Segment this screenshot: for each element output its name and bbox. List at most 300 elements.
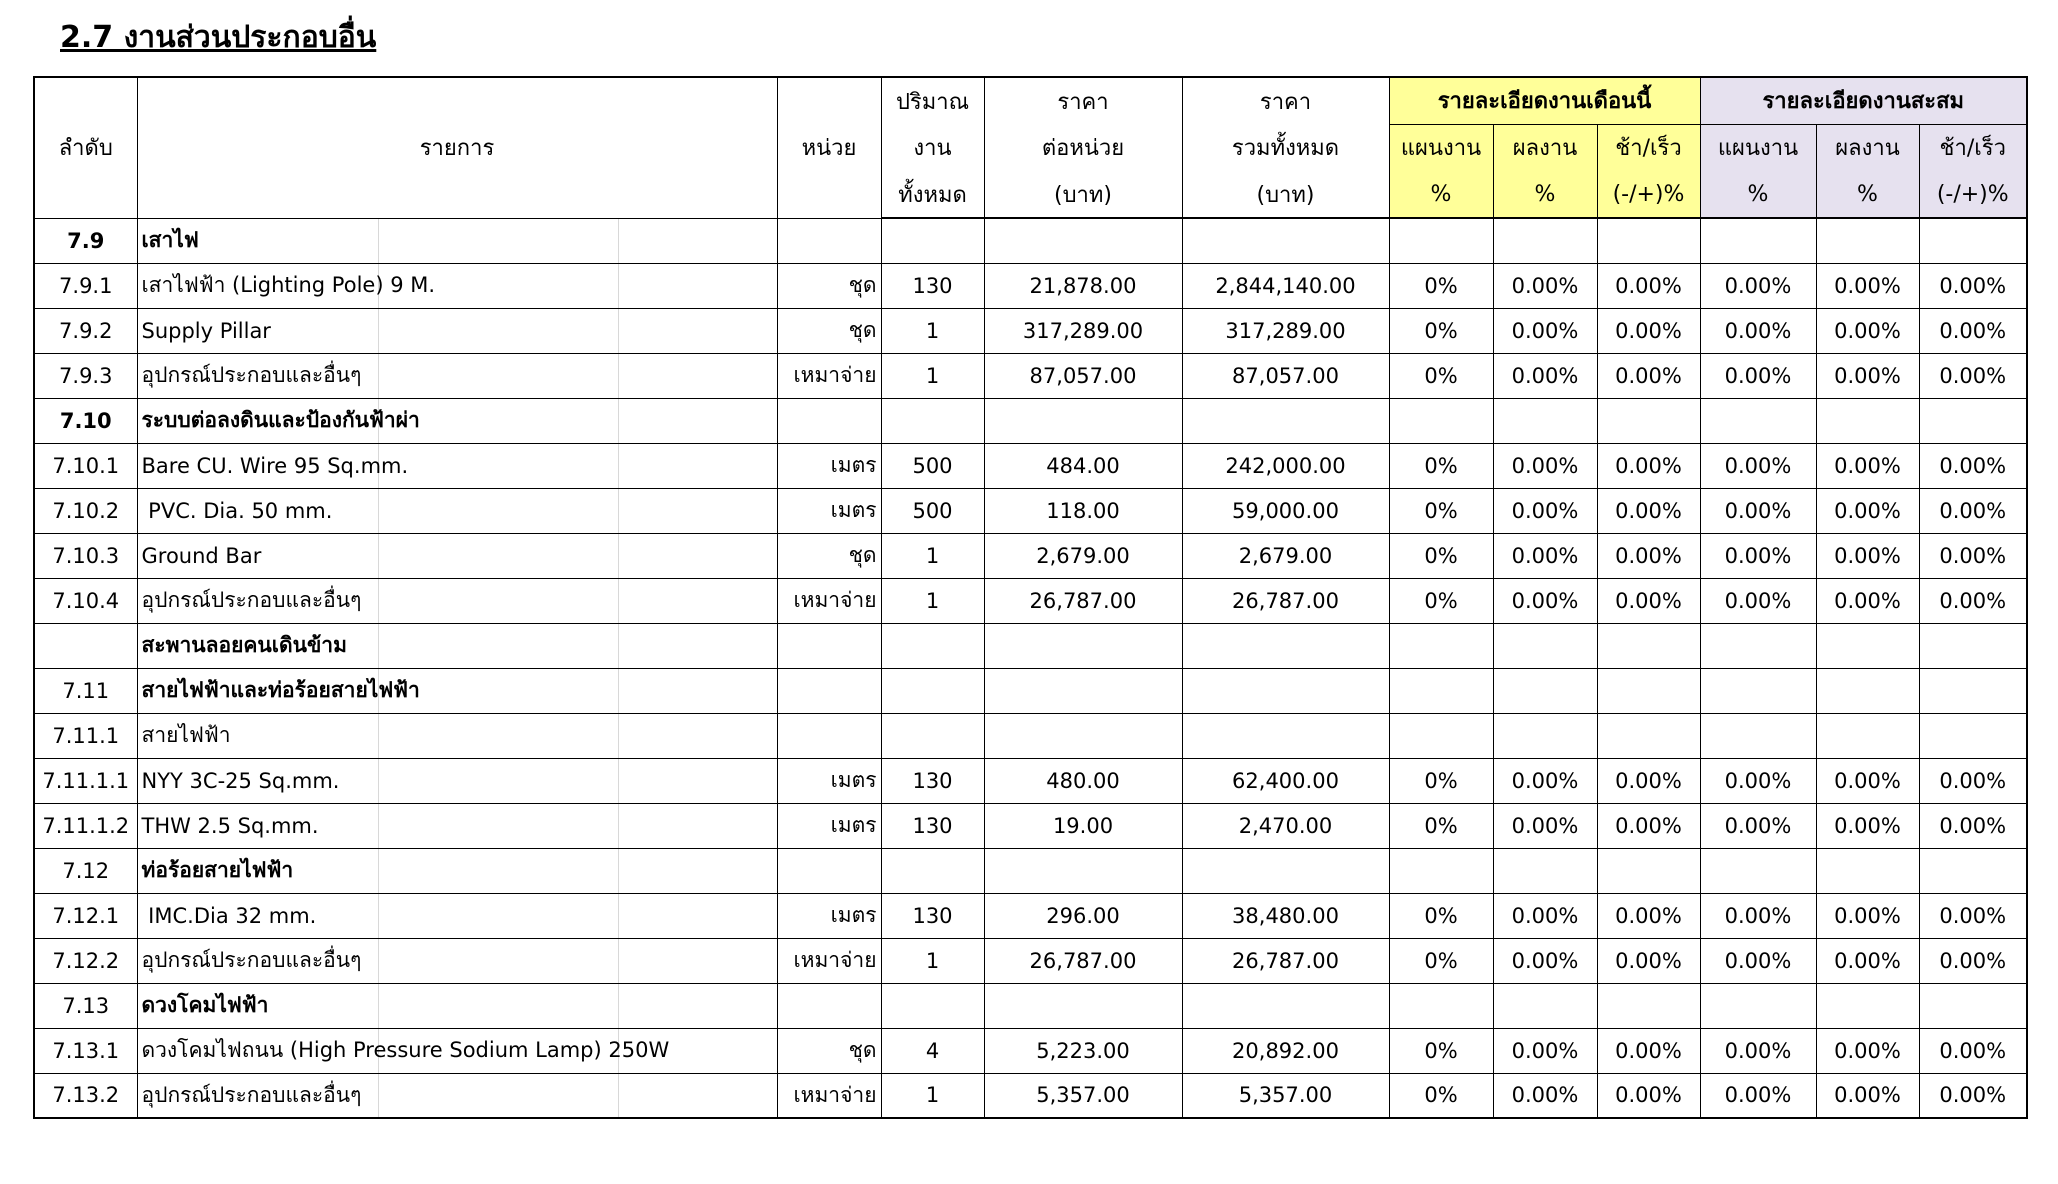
row-month-result: 0.00% [1493,758,1597,803]
cell-gridline [378,579,379,623]
row-quantity [881,713,984,758]
row-unit: เมตร [777,803,881,848]
row-unit-price [984,398,1182,443]
row-number: 7.9 [34,218,137,263]
row-item [137,443,777,488]
table-row [34,353,2027,398]
row-unit: เมตร [777,488,881,533]
row-number: 7.13 [34,983,137,1028]
row-cum-result: 0.00% [1816,443,1919,488]
row-cum-delay [1919,218,2027,263]
row-item-text: Ground Bar [141,543,262,568]
row-total-price [1182,398,1389,443]
row-quantity: 130 [881,893,984,938]
header-qty-line2: งาน [881,124,984,171]
row-month-plan: 0% [1389,533,1493,578]
row-unit-price [984,218,1182,263]
cell-gridline [618,444,619,488]
row-month-plan: 0% [1389,263,1493,308]
row-item [137,533,777,578]
row-item [137,803,777,848]
header-month-delay-pct: (-/+)% [1597,171,1700,218]
row-cum-delay: 0.00% [1919,353,2027,398]
row-number: 7.10.3 [34,533,137,578]
row-month-delay [1597,713,1700,758]
row-item [137,713,777,758]
row-cum-plan [1700,668,1816,713]
row-cum-result: 0.00% [1816,263,1919,308]
row-number: 7.12 [34,848,137,893]
cell-gridline [618,624,619,668]
header-unitprice-line3: (บาท) [984,171,1182,218]
row-unit-price: 87,057.00 [984,353,1182,398]
table-row [34,263,2027,308]
row-cum-result: 0.00% [1816,803,1919,848]
header-cum-delay-pct: (-/+)% [1919,171,2027,218]
row-item-text: Bare CU. Wire 95 Sq.mm. [141,453,409,478]
row-item-text: สายไฟฟ้า [141,723,231,747]
row-unit [777,218,881,263]
row-month-delay [1597,398,1700,443]
row-cum-plan [1700,713,1816,758]
cell-gridline [378,984,379,1028]
row-month-delay: 0.00% [1597,758,1700,803]
row-quantity: 500 [881,488,984,533]
row-cum-plan: 0.00% [1700,488,1816,533]
row-cum-delay: 0.00% [1919,938,2027,983]
row-quantity: 1 [881,353,984,398]
row-month-plan: 0% [1389,803,1493,848]
cell-gridline [378,714,379,758]
row-cum-delay: 0.00% [1919,443,2027,488]
section-row [34,398,2027,443]
row-cum-result: 0.00% [1816,353,1919,398]
table-row [34,488,2027,533]
cell-gridline [618,264,619,308]
row-total-price: 317,289.00 [1182,308,1389,353]
row-item-text: สายไฟฟ้าและท่อร้อยสายไฟฟ้า [141,678,420,702]
row-cum-result: 0.00% [1816,308,1919,353]
row-month-delay [1597,848,1700,893]
row-item [137,893,777,938]
row-month-plan [1389,218,1493,263]
page-title: 2.7 งานส่วนประกอบอื่น [60,20,377,55]
row-month-delay: 0.00% [1597,533,1700,578]
row-month-result: 0.00% [1493,938,1597,983]
row-cum-delay: 0.00% [1919,533,2027,578]
row-item [137,1073,777,1118]
cell-gridline [378,894,379,938]
row-unit [777,668,881,713]
cell-gridline [378,309,379,353]
row-unit [777,983,881,1028]
row-item [137,758,777,803]
row-item-text: เสาไฟ [141,228,199,252]
section-row [34,218,2027,263]
row-total-price: 87,057.00 [1182,353,1389,398]
row-month-plan: 0% [1389,1028,1493,1073]
row-unit-price: 118.00 [984,488,1182,533]
row-month-result: 0.00% [1493,893,1597,938]
row-number: 7.11.1.1 [34,758,137,803]
row-cum-result: 0.00% [1816,578,1919,623]
row-item [137,398,777,443]
row-cum-delay: 0.00% [1919,308,2027,353]
row-item-text: Supply Pillar [141,318,271,343]
row-cum-plan: 0.00% [1700,443,1816,488]
row-item [137,308,777,353]
row-cum-plan: 0.00% [1700,578,1816,623]
header-cum-result: ผลงาน [1816,124,1919,171]
row-quantity: 130 [881,263,984,308]
cell-gridline [618,894,619,938]
cell-gridline [618,579,619,623]
row-cum-result: 0.00% [1816,488,1919,533]
row-item-text: สะพานลอยคนเดินข้าม [141,633,347,657]
row-cum-delay: 0.00% [1919,758,2027,803]
row-unit-price: 26,787.00 [984,578,1182,623]
row-item-text: ท่อร้อยสายไฟฟ้า [141,858,294,882]
header-cum-result-pct: % [1816,171,1919,218]
row-cum-delay: 0.00% [1919,803,2027,848]
row-item-text: อุปกรณ์ประกอบและอื่นๆ [141,588,362,612]
header-seq: ลำดับ [34,77,137,218]
row-cum-result [1816,623,1919,668]
row-month-delay: 0.00% [1597,1073,1700,1118]
row-month-result: 0.00% [1493,1073,1597,1118]
cell-gridline [618,534,619,578]
row-cum-delay [1919,623,2027,668]
row-cum-result [1816,713,1919,758]
row-quantity: 1 [881,1073,984,1118]
row-cum-plan [1700,623,1816,668]
row-month-plan: 0% [1389,443,1493,488]
row-unit-price: 21,878.00 [984,263,1182,308]
row-number: 7.9.3 [34,353,137,398]
row-month-result: 0.00% [1493,578,1597,623]
row-month-delay: 0.00% [1597,488,1700,533]
row-total-price [1182,848,1389,893]
row-item-text: IMC.Dia 32 mm. [141,903,317,928]
row-total-price: 5,357.00 [1182,1073,1389,1118]
row-unit-price: 2,679.00 [984,533,1182,578]
row-cum-result [1816,398,1919,443]
row-month-delay: 0.00% [1597,443,1700,488]
row-unit: เหมาจ่าย [777,578,881,623]
row-month-result: 0.00% [1493,1028,1597,1073]
row-cum-delay: 0.00% [1919,893,2027,938]
row-cum-delay: 0.00% [1919,1073,2027,1118]
row-month-result: 0.00% [1493,533,1597,578]
row-month-delay [1597,218,1700,263]
row-item [137,623,777,668]
row-item-text: PVC. Dia. 50 mm. [141,498,333,523]
row-month-delay: 0.00% [1597,308,1700,353]
row-total-price: 59,000.00 [1182,488,1389,533]
row-month-delay: 0.00% [1597,938,1700,983]
row-item [137,668,777,713]
row-number: 7.13.2 [34,1073,137,1118]
row-unit-price: 317,289.00 [984,308,1182,353]
row-cum-plan: 0.00% [1700,1028,1816,1073]
row-number: 7.10.2 [34,488,137,533]
section-row [34,713,2027,758]
row-cum-plan [1700,983,1816,1028]
row-total-price [1182,623,1389,668]
row-month-delay [1597,668,1700,713]
row-cum-delay: 0.00% [1919,1028,2027,1073]
row-number: 7.12.2 [34,938,137,983]
row-cum-plan: 0.00% [1700,353,1816,398]
table-row [34,308,2027,353]
row-quantity: 1 [881,938,984,983]
row-cum-result: 0.00% [1816,758,1919,803]
row-unit: เหมาจ่าย [777,938,881,983]
header-row-1 [34,77,2027,124]
row-month-delay: 0.00% [1597,893,1700,938]
row-unit-price: 296.00 [984,893,1182,938]
row-quantity [881,848,984,893]
row-cum-delay [1919,983,2027,1028]
row-month-result [1493,218,1597,263]
row-month-result [1493,848,1597,893]
row-unit-price [984,668,1182,713]
row-cum-plan: 0.00% [1700,803,1816,848]
cell-gridline [378,1074,379,1118]
cell-gridline [618,714,619,758]
table-row [34,443,2027,488]
header-month-result-pct: % [1493,171,1597,218]
row-quantity: 130 [881,758,984,803]
row-month-delay: 0.00% [1597,803,1700,848]
cell-gridline [378,759,379,803]
row-month-plan: 0% [1389,578,1493,623]
row-cum-plan: 0.00% [1700,308,1816,353]
row-cum-plan: 0.00% [1700,263,1816,308]
row-cum-result [1816,668,1919,713]
row-total-price [1182,713,1389,758]
header-cum-plan: แผนงาน [1700,124,1816,171]
row-quantity: 500 [881,443,984,488]
header-month-plan: แผนงาน [1389,124,1493,171]
row-cum-result [1816,218,1919,263]
row-total-price: 26,787.00 [1182,938,1389,983]
row-cum-delay [1919,848,2027,893]
row-cum-result: 0.00% [1816,938,1919,983]
cell-gridline [618,669,619,713]
header-month-result: ผลงาน [1493,124,1597,171]
row-month-result: 0.00% [1493,263,1597,308]
row-month-result: 0.00% [1493,488,1597,533]
header-total-line1: ราคา [1182,77,1389,124]
row-unit [777,713,881,758]
row-cum-delay [1919,713,2027,758]
row-item-text: เสาไฟฟ้า (Lighting Pole) 9 M. [141,273,436,297]
row-quantity: 1 [881,578,984,623]
cell-gridline [378,219,379,263]
cell-gridline [378,939,379,983]
row-item [137,578,777,623]
row-month-plan: 0% [1389,1073,1493,1118]
row-month-plan [1389,983,1493,1028]
row-item-text: อุปกรณ์ประกอบและอื่นๆ [141,363,362,387]
header-item: รายการ [137,77,777,218]
row-month-plan [1389,848,1493,893]
row-month-result: 0.00% [1493,443,1597,488]
row-total-price: 2,679.00 [1182,533,1389,578]
row-item-text: NYY 3C-25 Sq.mm. [141,768,340,793]
row-month-result: 0.00% [1493,353,1597,398]
row-month-plan [1389,668,1493,713]
row-cum-result: 0.00% [1816,1073,1919,1118]
header-month-delay: ช้า/เร็ว [1597,124,1700,171]
row-unit-price [984,983,1182,1028]
row-quantity [881,623,984,668]
work-progress-table [33,76,2028,1119]
cell-gridline [378,849,379,893]
row-unit-price [984,623,1182,668]
row-month-plan: 0% [1389,308,1493,353]
row-cum-plan [1700,398,1816,443]
row-month-plan: 0% [1389,353,1493,398]
row-month-plan [1389,623,1493,668]
cell-gridline [618,804,619,848]
row-item [137,353,777,398]
table-row [34,1028,2027,1073]
row-unit: ชุด [777,263,881,308]
row-cum-result: 0.00% [1816,893,1919,938]
row-item [137,938,777,983]
row-month-result [1493,983,1597,1028]
header-unitprice-line1: ราคา [984,77,1182,124]
row-item [137,488,777,533]
row-cum-delay: 0.00% [1919,488,2027,533]
row-cum-delay: 0.00% [1919,263,2027,308]
cell-gridline [378,354,379,398]
row-quantity [881,983,984,1028]
cell-gridline [618,939,619,983]
header-qty-line1: ปริมาณ [881,77,984,124]
header-qty-line3: ทั้งหมด [881,171,984,218]
row-month-delay [1597,983,1700,1028]
row-unit [777,398,881,443]
row-item-text: อุปกรณ์ประกอบและอื่นๆ [141,948,362,972]
row-item [137,983,777,1028]
row-unit: เมตร [777,758,881,803]
table-row [34,1073,2027,1118]
header-total-line2: รวมทั้งหมด [1182,124,1389,171]
row-month-delay [1597,623,1700,668]
row-month-result [1493,713,1597,758]
row-number: 7.10.1 [34,443,137,488]
row-unit-price: 19.00 [984,803,1182,848]
row-cum-result [1816,848,1919,893]
row-cum-delay [1919,398,2027,443]
row-item-text: ระบบต่อลงดินและป้องกันฟ้าผ่า [141,408,420,432]
table-row [34,803,2027,848]
row-total-price: 242,000.00 [1182,443,1389,488]
table-row [34,533,2027,578]
section-row [34,623,2027,668]
table-row [34,578,2027,623]
header-cumulative-group: รายละเอียดงานสะสม [1700,77,2027,124]
row-cum-plan: 0.00% [1700,938,1816,983]
row-total-price: 38,480.00 [1182,893,1389,938]
row-item [137,218,777,263]
header-unit: หน่วย [777,77,881,218]
row-cum-delay: 0.00% [1919,578,2027,623]
cell-gridline [618,354,619,398]
row-item-text: ดวงโคมไฟฟ้า [141,993,269,1017]
row-quantity: 1 [881,533,984,578]
row-item-text: THW 2.5 Sq.mm. [141,813,319,838]
row-total-price: 26,787.00 [1182,578,1389,623]
row-number: 7.10 [34,398,137,443]
row-month-delay: 0.00% [1597,578,1700,623]
row-total-price: 2,470.00 [1182,803,1389,848]
row-month-plan: 0% [1389,893,1493,938]
row-item [137,848,777,893]
row-total-price: 62,400.00 [1182,758,1389,803]
row-quantity: 130 [881,803,984,848]
section-row [34,668,2027,713]
header-month-group: รายละเอียดงานเดือนนี้ [1389,77,1700,124]
row-cum-plan: 0.00% [1700,533,1816,578]
row-total-price [1182,668,1389,713]
row-total-price: 2,844,140.00 [1182,263,1389,308]
row-month-plan: 0% [1389,938,1493,983]
row-total-price [1182,218,1389,263]
row-month-plan [1389,713,1493,758]
row-cum-result: 0.00% [1816,1028,1919,1073]
row-month-result: 0.00% [1493,308,1597,353]
row-item-text: ดวงโคมไฟถนน (High Pressure Sodium Lamp) 250W [141,1038,670,1062]
cell-gridline [618,849,619,893]
cell-gridline [618,1074,619,1118]
cell-gridline [378,804,379,848]
table-row [34,893,2027,938]
row-month-delay: 0.00% [1597,1028,1700,1073]
row-unit-price: 5,357.00 [984,1073,1182,1118]
row-month-delay: 0.00% [1597,263,1700,308]
cell-gridline [378,624,379,668]
row-quantity [881,668,984,713]
table-row [34,758,2027,803]
row-cum-result: 0.00% [1816,533,1919,578]
row-unit-price: 26,787.00 [984,938,1182,983]
row-number: 7.9.2 [34,308,137,353]
row-month-result [1493,398,1597,443]
header-month-plan-pct: % [1389,171,1493,218]
row-unit-price: 484.00 [984,443,1182,488]
row-unit: เมตร [777,893,881,938]
cell-gridline [618,984,619,1028]
row-month-plan [1389,398,1493,443]
row-total-price [1182,983,1389,1028]
row-number [34,623,137,668]
header-unitprice-line2: ต่อหน่วย [984,124,1182,171]
row-number: 7.9.1 [34,263,137,308]
row-month-plan: 0% [1389,488,1493,533]
header-cum-plan-pct: % [1700,171,1816,218]
row-number: 7.11.1.2 [34,803,137,848]
row-month-result [1493,623,1597,668]
section-row [34,848,2027,893]
row-unit: เมตร [777,443,881,488]
row-total-price: 20,892.00 [1182,1028,1389,1073]
row-cum-delay [1919,668,2027,713]
row-item-text: อุปกรณ์ประกอบและอื่นๆ [141,1082,362,1107]
